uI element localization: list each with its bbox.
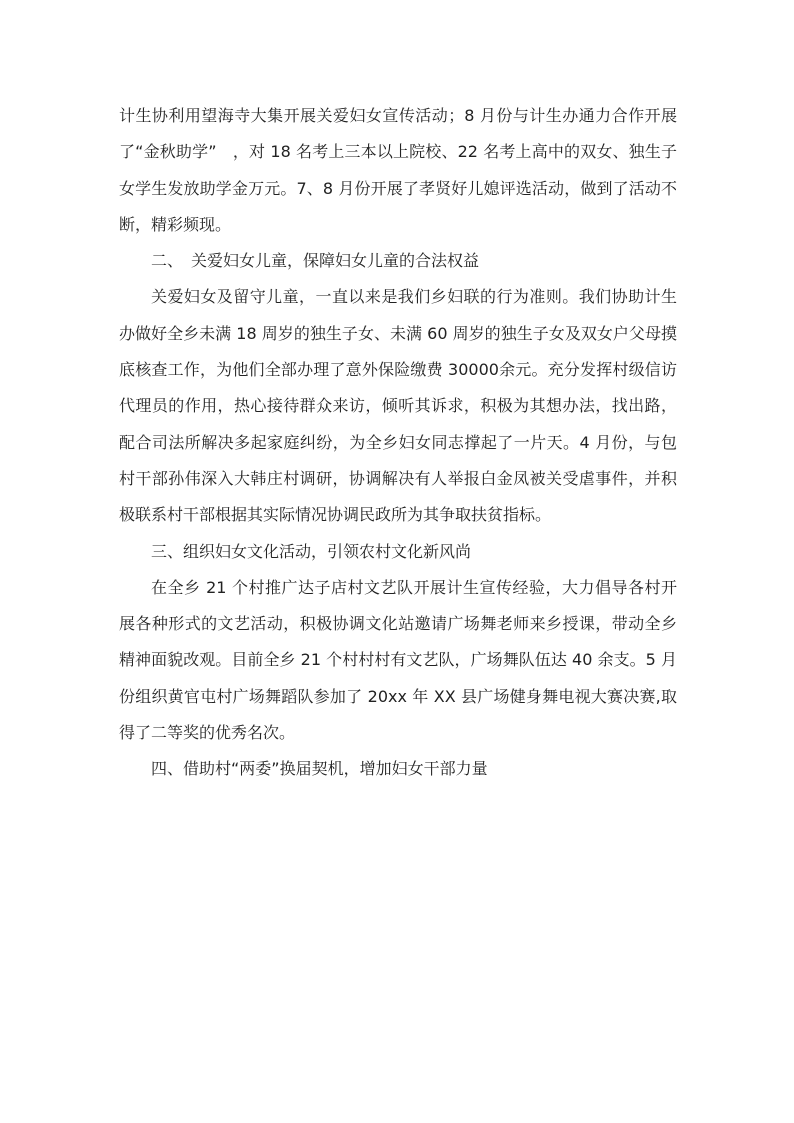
section-heading-2: 二、 关爱妇女儿童，保障妇女儿童的合法权益 bbox=[151, 251, 480, 271]
paragraph-care-women-children: 关爱妇女及留守儿童，一直以来是我们乡妇联的行为准则。我们协助计生办做好全乡未满 18 周岁的独生子女、未满 60 周岁的独生子女及双女户父母摸底核查工作，为他们全部办理了意外保险缴费 30000余元。充分发挥村级信访代理员的作用，热心接待群众来访，倾听其诉求，积极为其想办法，找出路，配合司法所解决多起家庭纠纷，为全乡妇女同志撑起了一片天。4 月份，与包村干部孙伟深入大韩庄村调研，协调解决有人举报白金凤被关受虐事件，并积极联系村干部根据其实际情况协调民政所为其争取扶贫指标。 bbox=[119, 287, 677, 525]
section-heading-3: 三、组织妇女文化活动，引领农村文化新风尚 bbox=[151, 541, 472, 561]
section-heading-4: 四、借助村“两委”换届契机，增加妇女干部力量 bbox=[151, 759, 488, 779]
document-body bbox=[119, 98, 677, 788]
paragraph-family-planning-activities: 计生协利用望海寺大集开展关爱妇女宣传活动；8 月份与计生办通力合作开展了“金秋助学” ，对 18 名考上三本以上院校、22 名考上高中的双女、独生子女学生发放助学金万元。7、8 月份开展了孝贤好儿媳评选活动，做到了活动不断，精彩频现。 bbox=[119, 106, 677, 234]
paragraph-cultural-activities: 在全乡 21 个村推广达子店村文艺队开展计生宣传经验，大力倡导各村开展各种形式的文艺活动，积极协调文化站邀请广场舞老师来乡授课，带动全乡精神面貌改观。目前全乡 21 个村村村有文艺队，广场舞队伍达 40 余支。5 月份组织黄官屯村广场舞蹈队参加了 20xx 年 XX 县广场健身舞电视大赛决赛,取得了二等奖的优秀名次。 bbox=[119, 577, 677, 743]
